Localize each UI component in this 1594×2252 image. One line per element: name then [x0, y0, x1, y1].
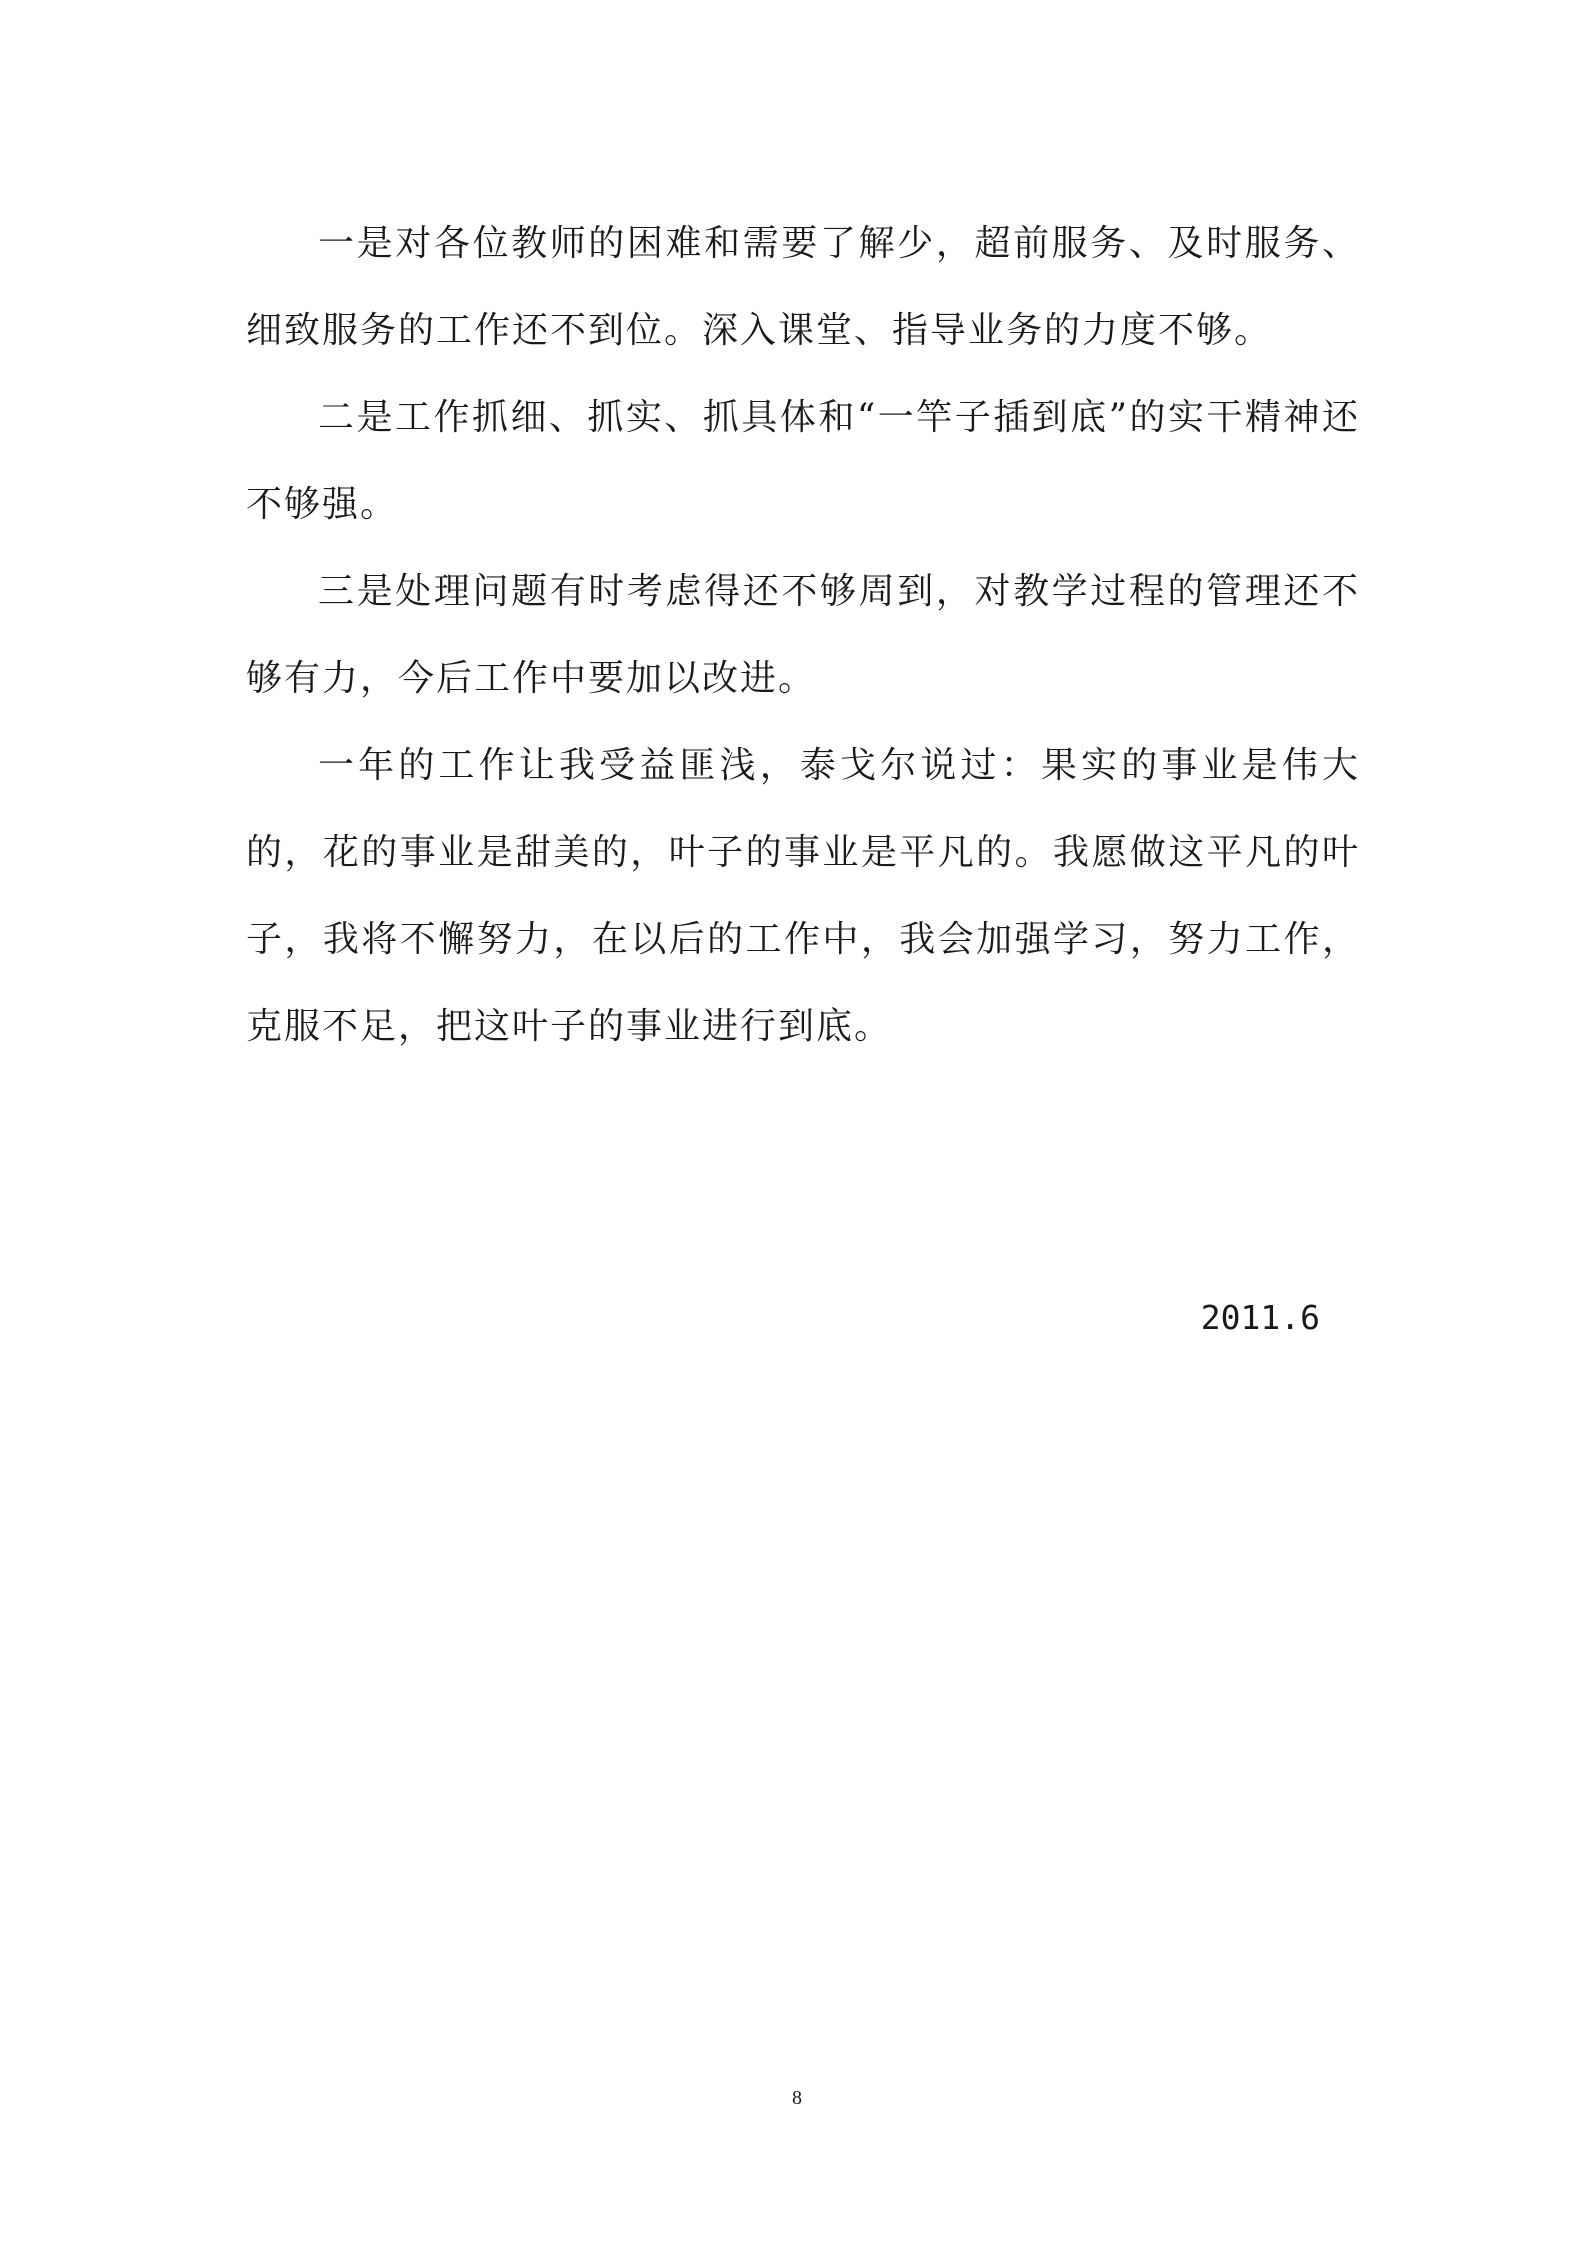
page-number: 8	[792, 2087, 802, 2109]
paragraph-2: 二是工作抓细、抓实、抓具体和“一竿子插到底”的实干精神还不够强。	[246, 397, 1360, 525]
body-text	[246, 200, 1360, 1070]
document-date: 2011.6	[1200, 1298, 1320, 1337]
paragraph-4: 一年的工作让我受益匪浅，泰戈尔说过：果实的事业是伟大的，花的事业是甜美的，叶子的事业是平凡的。我愿做这平凡的叶子，我将不懈努力，在以后的工作中，我会加强学习，努力工作，克服不足，把这叶子的事业进行到底。	[246, 745, 1360, 1047]
paragraph-3: 三是处理问题有时考虑得还不够周到，对教学过程的管理还不够有力，今后工作中要加以改进。	[246, 571, 1360, 699]
paragraph-1: 一是对各位教师的困难和需要了解少，超前服务、及时服务、细致服务的工作还不到位。深入课堂、指导业务的力度不够。	[246, 223, 1360, 351]
